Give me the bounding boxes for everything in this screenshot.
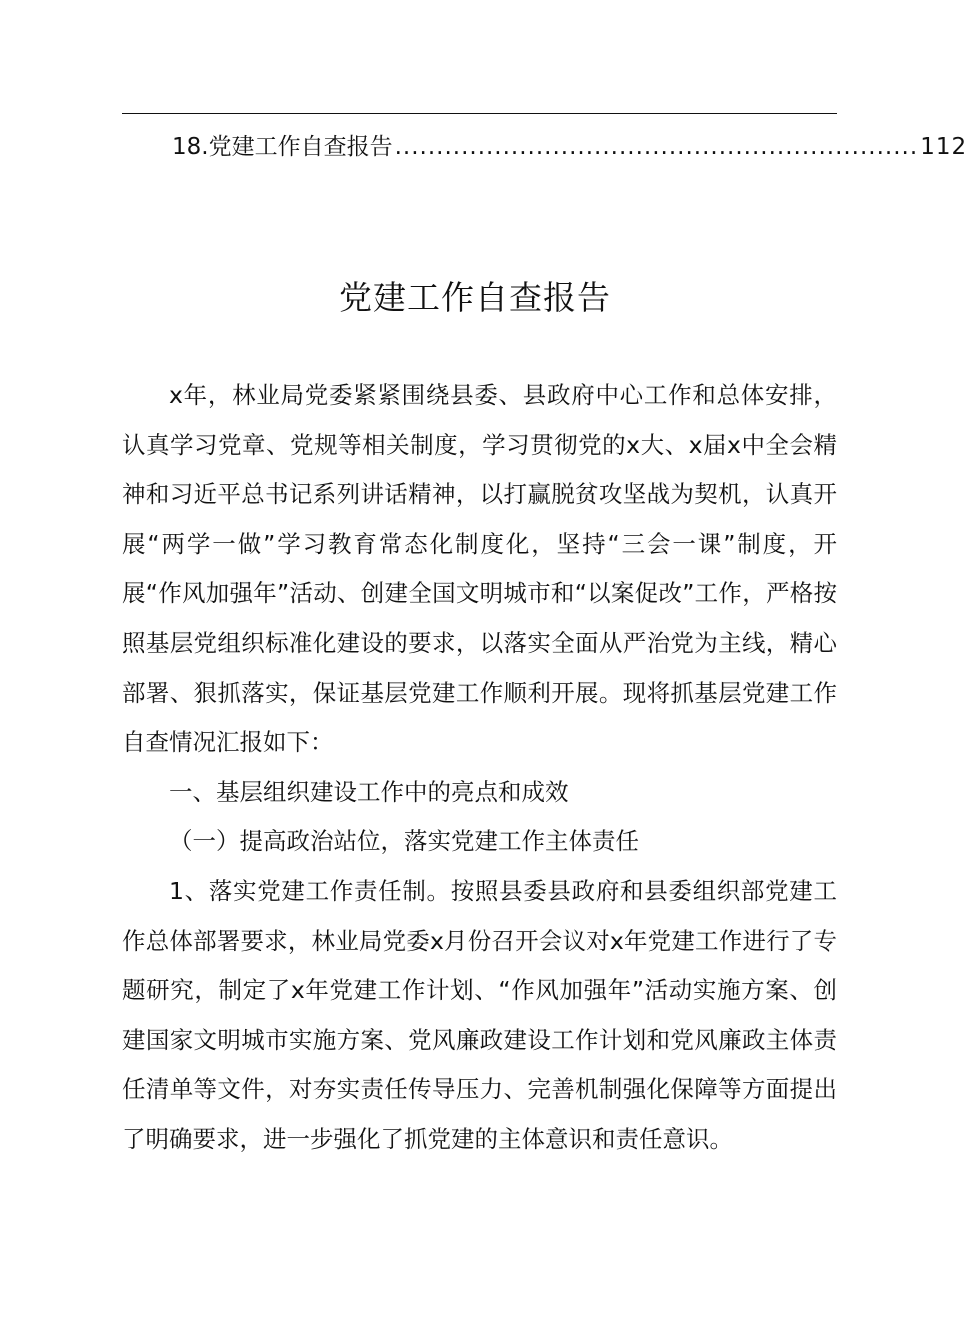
- toc-entry-label: 18.党建工作自查报告: [172, 134, 393, 160]
- toc-leader-dots: ...............................................................: [394, 134, 919, 160]
- document-title: 党建工作自查报告: [339, 278, 611, 317]
- body-paragraph-1: 1、落实党建工作责任制。按照县委县政府和县委组织部党建工作总体部署要求，林业局党委x月份召开会议对x年党建工作进行了专题研究，制定了x年党建工作计划、“作风加强年”活动实施方案、创建国家文明城市实施方案、党风廉政建设工作计划和党风廉政主体责任清单等文件，对夯实责任传导压力、完善机制强化保障等方面提出了明确要求，进一步强化了抓党建的主体意识和责任意识。: [122, 876, 837, 1153]
- document-body: [122, 371, 837, 1165]
- subsection-heading-1: （一）提高政治站位，落实党建工作主体责任: [169, 827, 639, 856]
- toc-page-number: 112: [920, 134, 967, 160]
- section-heading-1: 一、基层组织建设工作中的亮点和成效: [169, 777, 569, 806]
- intro-paragraph: x年，林业局党委紧紧围绕县委、县政府中心工作和总体安排，认真学习党章、党规等相关制度，学习贯彻党的x大、x届x中全会精神和习近平总书记系列讲话精神，以打赢脱贫攻坚战为契机，认真开展“两学一做”学习教育常态化制度化，坚持“三会一课”制度，开展“作风加强年”活动、创建全国文明城市和“以案促改”工作，严格按照基层党组织标准化建设的要求，以落实全面从严治党为主线，精心部署、狠抓落实，保证基层党建工作顺利开展。现将抓基层党建工作自查情况汇报如下：: [122, 381, 837, 757]
- toc-entry[interactable]: [172, 128, 967, 162]
- header-rule: [122, 113, 837, 114]
